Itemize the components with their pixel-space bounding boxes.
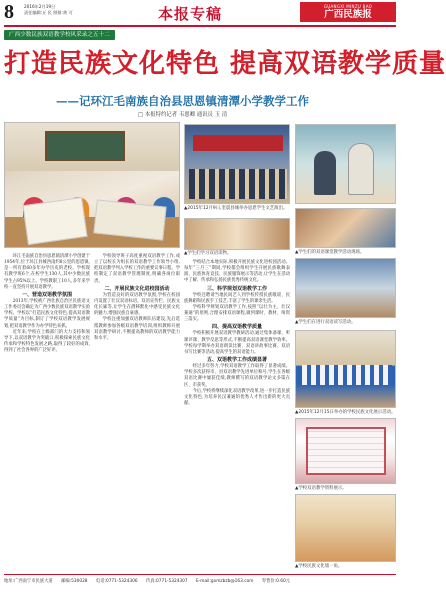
headline: 打造民族文化特色 提高双语教学质量 xyxy=(4,49,446,79)
subheadline: ——记环江毛南族自治县思恩镇清潭小学教学工作 xyxy=(56,94,309,108)
photo-classroom xyxy=(295,208,396,248)
caption-photo-h: ▲学校民族文化墙一角。 xyxy=(295,564,343,569)
paragraph: 学校注重加强双语教师队伍建设,先后选派教师参加各级双语教学培训,组织教师开展双语教学研讨,不断提高教师的双语教学能力和水平。 xyxy=(94,317,180,341)
photo-blackboard xyxy=(45,131,125,161)
photo-stage-performance xyxy=(184,124,290,204)
caption-photo-e: ▲学生们在进行双语读写活动。 xyxy=(295,320,356,325)
editor-line: 责任编辑:丘 民 照排:黄 可 xyxy=(24,10,73,15)
section-heading: 四、提高双语教学质量 xyxy=(211,324,262,331)
paragraph: 学校积极开展双语教学教研活动,通过集体备课、听课评课、教学反思等形式,不断提高双语课堂教学效率。学校每学期举办双语朗读比赛、双语讲故事比赛、双语书写比赛等活动,提高学生的双语能力。 xyxy=(184,331,290,355)
photo-students-reading xyxy=(4,122,180,248)
masthead-meta xyxy=(24,4,73,16)
caption-photo-f: ▲2015年12月15日举办的学校民族文化展示活动。 xyxy=(295,410,396,415)
caption-photo-d: ▲学生们的双语课堂教学活动现场。 xyxy=(295,250,365,255)
photo-culture-show xyxy=(295,330,396,408)
series-strip: 广西少数民族双语教学校风采录之五十二 xyxy=(4,30,115,40)
paragraph: 学校科学规划双语教学工作,按照“以壮为主、壮汉兼通”的原则,合理安排双语课程,做到课时、教材、师资三落实。 xyxy=(184,304,290,323)
photo-reading-material xyxy=(93,199,166,240)
paragraph: 近年来,学校在上级部门的大力支持和领导下,以双语教学为突破口,积极探索民族文化传承和学校特色发展之路,取得了较好的成效,得到了社会各界的广泛好评。 xyxy=(4,329,90,354)
issue-date: 2016年2月19日 xyxy=(24,4,56,9)
photo-teachers xyxy=(295,124,396,204)
paper-logo xyxy=(300,2,396,22)
footer-phone: 电话:0771-5324306 xyxy=(95,579,138,584)
paragraph: 今后,学校将继续深化双语教学改革,进一步打造民族文化特色,为培养民汉兼通的优秀人才作出新的更大贡献。 xyxy=(184,388,290,406)
section-heading: 一、营造双语教学氛围 xyxy=(21,291,72,298)
article-column-3 xyxy=(184,260,290,570)
photo-writing-activity xyxy=(295,258,396,318)
section-heading: 二、开展民族文化进校园活动 xyxy=(104,285,170,292)
paragraph: 学校领导班子高度重视双语教学工作,成立了以校长为组长的双语教学工作领导小组,把双语教学列入学校工作的重要议事日程。学校制定了双语教学管理制度,明确各岗位职责。 xyxy=(94,254,180,284)
photo-culture-wall xyxy=(295,494,396,562)
photo-display-frame xyxy=(306,427,386,475)
page-number: 8 xyxy=(4,1,14,23)
paragraph: 经过多年努力,学校双语教学工作取得了显著成绩。学校多次获得市、县双语教学先进单位称号,学生在各级双语比赛中屡获佳绩,教师撰写的双语教学论文多篇在区、市获奖。 xyxy=(184,364,290,388)
byline: □ 本报特约记者 韦恩卿 通讯员 玉 清 xyxy=(138,112,228,118)
paragraph: 学校结合本地实际,积极开展民族文化进校园活动。每年“三月三”期间,学校都会组织学生开展民族歌舞表演、民族体育竞技、民族服饰展示等活动,让学生在活动中了解、传承和弘扬民族优秀传统文化。 xyxy=(184,260,290,284)
section-title: 本报专稿 xyxy=(158,5,223,23)
footer-email: E-mail:gxmzbzb@163.com xyxy=(196,579,254,584)
article-column-1 xyxy=(4,254,90,570)
footer-fax: 传真:0771-5324307 xyxy=(145,579,188,584)
paragraph: 学校还聘请当地民间艺人到学校传授民族歌谣、民族舞蹈和民族手工技艺,丰富了学生的课余生活。 xyxy=(184,292,290,304)
footer-price: 零售价:0.60元 xyxy=(261,579,290,584)
caption-photo-c: ▲学生们学习双语读物。 xyxy=(184,251,232,256)
paper-name-cn: 广西民族报 xyxy=(324,9,372,20)
masthead-rule xyxy=(4,25,396,27)
photo-person xyxy=(314,151,336,195)
photo-bilingual-reading xyxy=(184,218,290,250)
footer xyxy=(4,578,396,584)
section-heading: 三、科学规划双语教学工作 xyxy=(206,285,267,292)
paragraph: 环江毛南族自治县思恩镇清潭小学创建于1954年,位于环江县城西南约8公里的思恩镇,是一所有着60多年办学历史的老校。学校现有教学班6个,在校学生130人,其中少数民族学生占95%以上。学校教职工10人,多年来学校一直坚持开展双语教学。 xyxy=(4,254,90,290)
section-heading: 五、双语教学工作成绩显著 xyxy=(206,357,267,364)
paragraph: 2013年,学校被广西壮族自治区民族语文工作委员会确定为广西少数民族双语教学实验学校。学校以“打造民族文化特色,提高双语教学质量”为目标,制订了学校双语教学发展规划,把双语教学作为办学特色来抓。 xyxy=(4,298,90,329)
photo-person xyxy=(348,143,374,195)
footer-address: 地址:广西南宁市民族大道 xyxy=(4,579,53,584)
paragraph: 为营造良好的双语教学氛围,学校在校园内设置了壮汉双语标语、双语宣传栏、民族文化长廊等,让学生在潜移默化中感受民族文化的魅力,增强民族自豪感。 xyxy=(94,292,180,317)
photo-banner xyxy=(193,135,283,151)
paper-name-en: GUANGXI MINZU BAO xyxy=(323,4,373,9)
photo-reading-material xyxy=(23,197,88,245)
caption-photo-a: ▲2015年12月9日,奎震县城举办思恩学生文艺演出。 xyxy=(184,206,288,211)
footer-postcode: 邮编:530028 xyxy=(61,579,88,584)
footer-rule xyxy=(4,574,396,575)
article-column-2 xyxy=(94,254,180,570)
photo-dancers xyxy=(302,365,392,385)
photo-audience xyxy=(189,169,287,199)
masthead xyxy=(0,0,400,26)
photo-exhibition-board xyxy=(295,418,396,484)
caption-photo-g: ▲学校双语教学资料展示。 xyxy=(295,486,347,491)
